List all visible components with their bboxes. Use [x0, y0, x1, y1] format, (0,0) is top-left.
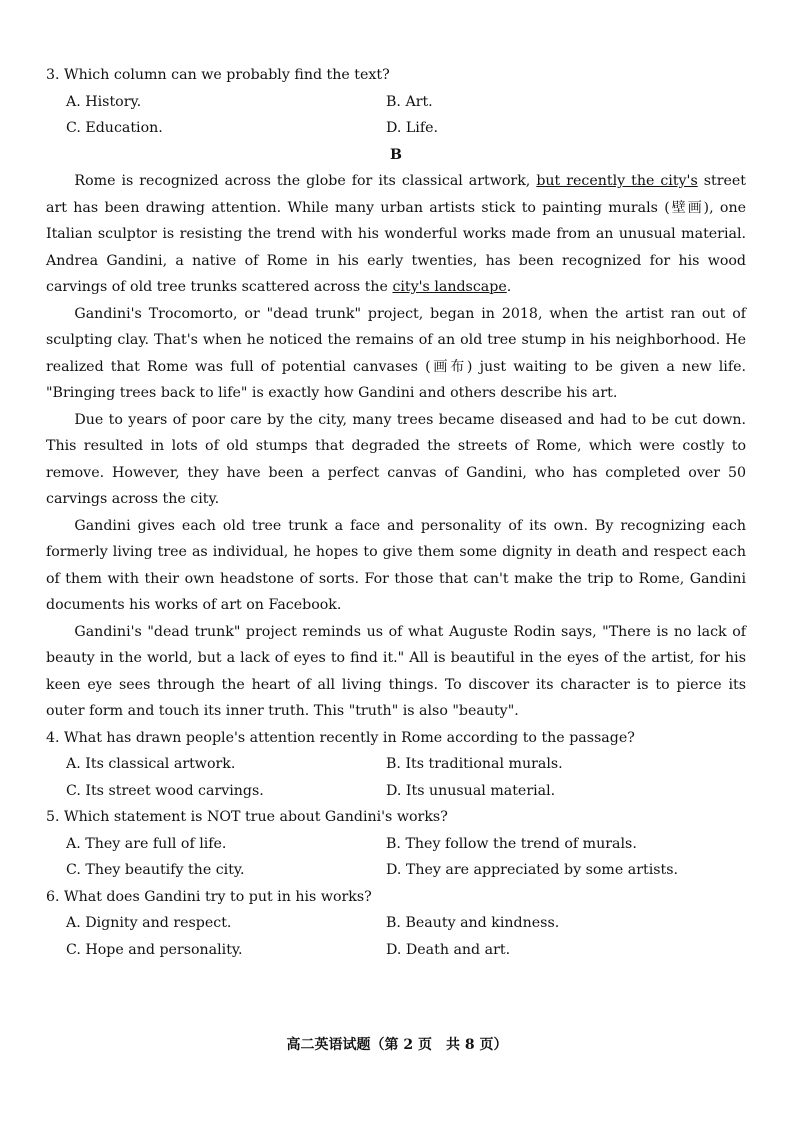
section-heading: B	[390, 146, 402, 163]
q6-option-c: C. Hope and personality.	[66, 941, 243, 958]
q5-option-c: C. They beautify the city.	[66, 862, 245, 878]
q6-option-b: B. Beauty and kindness.	[386, 915, 560, 931]
q4-option-a: A. Its classical artwork.	[66, 756, 236, 772]
passage-paragraph-4: Gandini gives each old tree trunk a face and personality of its own. By recognizing each formerly living tree as individual, he hopes to give them some dignity in death and respect each of them with their own headstone of sorts. For those that can't make the trip to Rome, Gandini documents his works of art on Facebook.	[46, 517, 746, 613]
q3-option-d: D. Life.	[386, 120, 439, 136]
question-5-stem: 5. Which statement is NOT true about Gandini's works?	[46, 809, 448, 825]
passage-paragraph-5: Gandini's "dead trunk" project reminds us of what Auguste Rodin says, "There is no lack of beauty in the world, but a lack of eyes to find it." All is beautiful in the eyes of the artist, for his keen eye sees through the heart of all living things. To discover its character is to pierce its outer form and touch its inner truth. This "truth" is also "beauty".	[46, 623, 746, 719]
passage-paragraph-1	[46, 168, 746, 301]
question-3-stem: 3. Which column can we probably find the text?	[46, 67, 390, 83]
question-3-options	[46, 89, 746, 142]
q3-option-a: A. History.	[66, 93, 142, 110]
q5-option-a: A. They are full of life.	[66, 835, 227, 852]
question-6-options	[46, 910, 746, 963]
q6-option-d: D. Death and art.	[386, 941, 511, 958]
p1-text-b: street art has been drawing attention. While many urban artists stick to painting murals (壁画), one Italian sculptor is resisting the trend with his wonderful works made from an unusual material. Andrea Gandini, a native of Rome in his early twenties, has been recognized for his wood carvings of old tree trunks scattered across the	[46, 173, 746, 295]
question-6-stem: 6. What does Gandini try to put in his works?	[46, 888, 372, 905]
q3-option-b: B. Art.	[386, 93, 433, 110]
question-4-options	[46, 751, 746, 804]
question-5-options	[46, 831, 746, 884]
p1-text-a: Rome is recognized across the globe for its classical artwork,	[74, 173, 537, 189]
passage-paragraph-3: Due to years of poor care by the city, many trees became diseased and had to be cut down. This resulted in lots of old stumps that degraded the streets of Rome, which were costly to remove. However, they have been a perfect canvas of Gandini, who has completed over 50 carvings across the city.	[46, 411, 746, 507]
exam-page	[46, 62, 746, 963]
passage-paragraph-2: Gandini's Trocomorto, or "dead trunk" project, began in 2018, when the artist ran out of sculpting clay. That's when he noticed the remains of an old tree stump in his neighborhood. He realized that Rome was full of potential canvases (画布) just waiting to be given a new life. "Bringing trees back to life" is exactly how Gandini and others describe his art.	[46, 305, 746, 401]
question-4-stem: 4. What has drawn people's attention recently in Rome according to the passage?	[46, 729, 635, 746]
q6-option-a: A. Dignity and respect.	[66, 915, 232, 931]
q3-option-c: C. Education.	[66, 120, 163, 136]
p1-underline-1: but recently the city's	[536, 173, 698, 189]
p1-underline-2: city's landscape	[392, 279, 507, 295]
q4-option-c: C. Its street wood carvings.	[66, 782, 264, 799]
q4-option-d: D. Its unusual material.	[386, 782, 556, 799]
q5-option-b: B. They follow the trend of murals.	[386, 835, 637, 852]
page-footer: 高二英语试题（第 2 页 共 8 页）	[286, 1037, 508, 1053]
q5-option-d: D. They are appreciated by some artists.	[386, 862, 679, 878]
p1-text-c: .	[506, 279, 512, 295]
q4-option-b: B. Its traditional murals.	[386, 756, 563, 772]
